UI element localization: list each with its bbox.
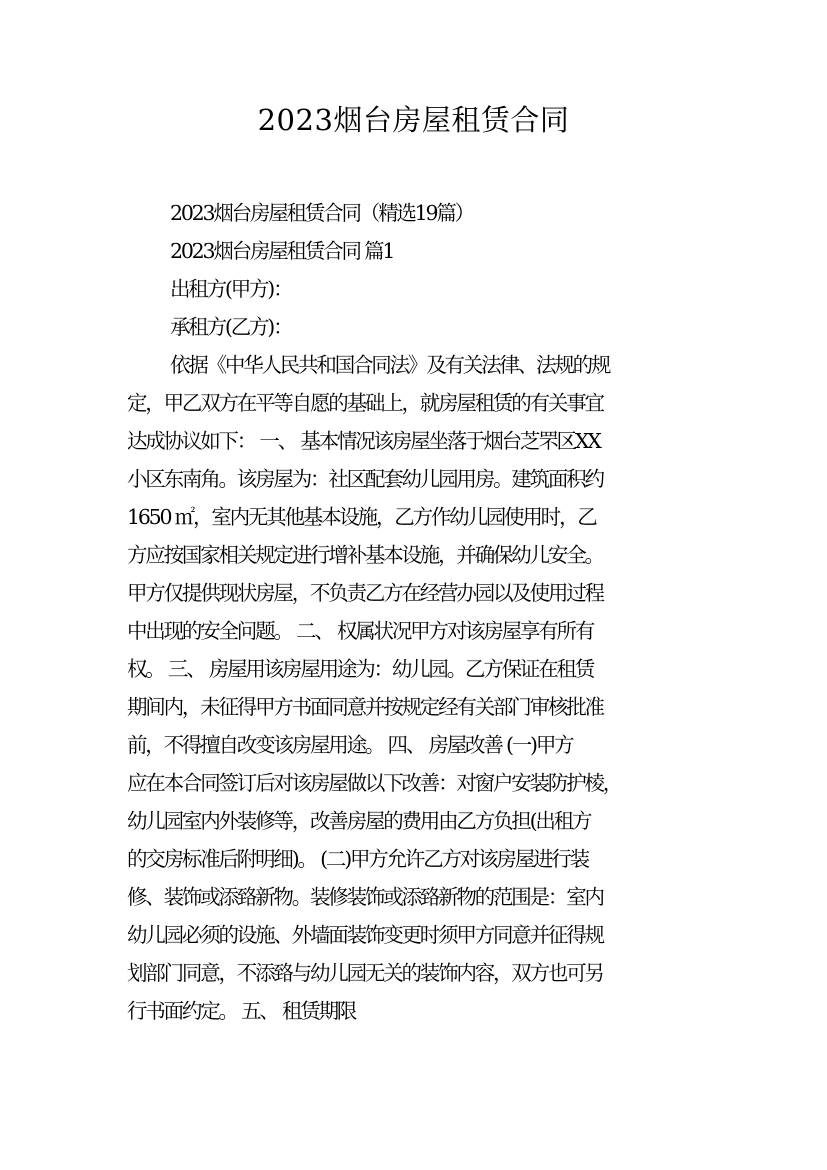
body-text-line: 划部门同意，不添臵与幼儿园无关的装饰内容，双方也可另: [127, 961, 603, 985]
body-text-line: 幼儿园必须的设施、外墙面装饰变更时须甲方同意并征得规: [127, 923, 603, 947]
section-heading-line: 2023烟台房屋租赁合同 篇1: [170, 239, 394, 263]
body-text-line: 修、装饰或添臵新物。装修装饰或添臵新物的范围是：室内: [127, 885, 603, 909]
body-text-line: 依据《中华人民共和国合同法》及有关法律、法规的规: [170, 353, 610, 377]
body-text-line: 应在本合同签订后对该房屋做以下改善：对窗户安装防护棱，: [127, 771, 622, 795]
body-text-line: 甲方仅提供现状房屋，不负责乙方在经营办园以及使用过程: [127, 581, 603, 605]
body-text-line: 小区东南角。该房屋为：社区配套幼儿园用房。建筑面积约: [127, 467, 603, 491]
lessee-line: 承租方(乙方)：: [170, 315, 292, 339]
body-text-line: 的交房标准后附明细)。 (二)甲方允许乙方对该房屋进行装: [127, 847, 588, 871]
body-text-line: 1650 ㎡，室内无其他基本设施，乙方作幼儿园使用时，乙: [127, 505, 596, 529]
body-text-line: 方应按国家相关规定进行增补基本设施，并确保幼儿安全。: [127, 543, 603, 567]
body-text-line: 中出现的安全问题。 二、 权属状况甲方对该房屋享有所有: [127, 619, 594, 643]
body-text-line: 达成协议如下： 一、 基本情况该房屋坐落于烟台芝罘区XX: [127, 429, 600, 453]
body-text-line: 权。 三、 房屋用该房屋用途为：幼儿园。乙方保证在租赁: [127, 657, 594, 681]
body-text-line: 幼儿园室内外装修等，改善房屋的费用由乙方负担(出租方: [127, 809, 591, 833]
body-text-line: 行书面约定。 五、 租赁期限: [127, 999, 356, 1023]
body-text-line: 前，不得擅自改变该房屋用途。 四、 房屋改善 (一)甲方: [127, 733, 573, 757]
document-title: 2023烟台房屋租赁合同: [257, 103, 570, 137]
body-text-line: 期间内，未征得甲方书面同意并按规定经有关部门审核批准: [127, 695, 603, 719]
lessor-line: 出租方(甲方)：: [170, 277, 292, 301]
subtitle-line: 2023烟台房屋租赁合同（精选19篇）: [170, 201, 473, 225]
body-text-line: 定，甲乙双方在平等自愿的基础上，就房屋租赁的有关事宜: [127, 391, 603, 415]
